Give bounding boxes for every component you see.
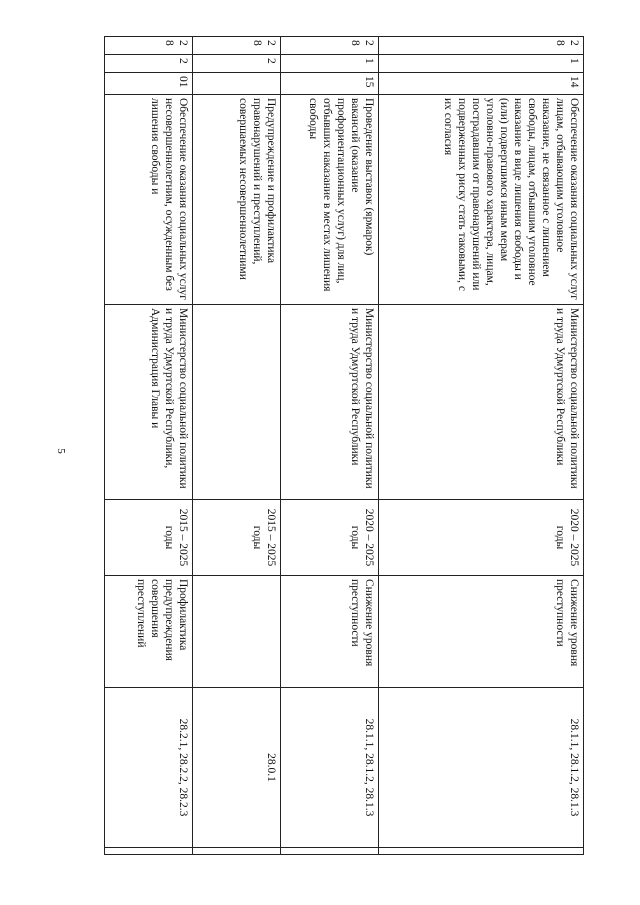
code-gp: 28 (281, 37, 379, 55)
page-number: 5 (55, 448, 67, 454)
table-rotated-container (84, 36, 584, 854)
code-om: 01 (105, 73, 193, 95)
program-table (104, 36, 584, 855)
table-row (281, 37, 379, 855)
expected-result: Профилактика предупреждения совершения преступлений (105, 576, 193, 688)
measure-name: Обеспечение оказания социальных услуг несовершеннолетним, осужденным без лишения свободы и (105, 95, 193, 305)
expected-result: Снижение уровня преступности (281, 576, 379, 688)
executor: Министерство социальной политики и труда Удмуртской Республики (281, 305, 379, 500)
empty-cell (281, 848, 379, 855)
code-pp: 2 (105, 55, 193, 73)
code-om: 15 (281, 73, 379, 95)
executor (193, 305, 281, 500)
code-pp: 1 (379, 55, 584, 73)
executor: Министерство социальной политики и труда Удмуртской Республики (379, 305, 584, 500)
table-row (105, 37, 193, 855)
measure-name: Обеспечение оказания социальных услуг лицам, отбывающим уголовное наказание, не связанное с лишением свободы, лицам, отбывшим уголовное наказание в виде лишения свободы и (или) подвергшимся иным мерам уголовно-правового характера, лицам, пострадавшим от правонарушений или подверженных риску стать таковыми, с их согласия (379, 95, 584, 305)
code-pp: 2 (193, 55, 281, 73)
period: 2020 – 2025 годы (281, 500, 379, 576)
indicators: 28.1.1, 28.1.2, 28.1.3 (281, 688, 379, 848)
expected-result (193, 576, 281, 688)
period: 2020 – 2025 годы (379, 500, 584, 576)
table-row (193, 37, 281, 855)
empty-cell (193, 848, 281, 855)
indicators: 28.1.1, 28.1.2, 28.1.3 (379, 688, 584, 848)
code-gp: 28 (105, 37, 193, 55)
executor: Министерство социальной политики и труда Удмуртской Республики, Администрация Главы и (105, 305, 193, 500)
code-gp: 28 (379, 37, 584, 55)
code-om: 14 (379, 73, 584, 95)
code-gp: 28 (193, 37, 281, 55)
measure-name: Предупреждение и профилактика правонарушений и преступлений, совершаемых несовершеннолетними (193, 95, 281, 305)
table-body (105, 37, 584, 855)
table-row (379, 37, 584, 855)
empty-cell (379, 848, 584, 855)
expected-result: Снижение уровня преступности (379, 576, 584, 688)
indicators: 28.2.1, 28.2.2, 28.2.3 (105, 688, 193, 848)
period: 2015 – 2025 годы (105, 500, 193, 576)
indicators: 28.0.1 (193, 688, 281, 848)
measure-name: Проведение выставок (ярмарок) вакансий (оказание профориентационных услуг) для лиц, отбывших наказание в местах лишения свободы (281, 95, 379, 305)
period: 2015 – 2025 годы (193, 500, 281, 576)
empty-cell (105, 848, 193, 855)
code-pp: 1 (281, 55, 379, 73)
code-om (193, 73, 281, 95)
